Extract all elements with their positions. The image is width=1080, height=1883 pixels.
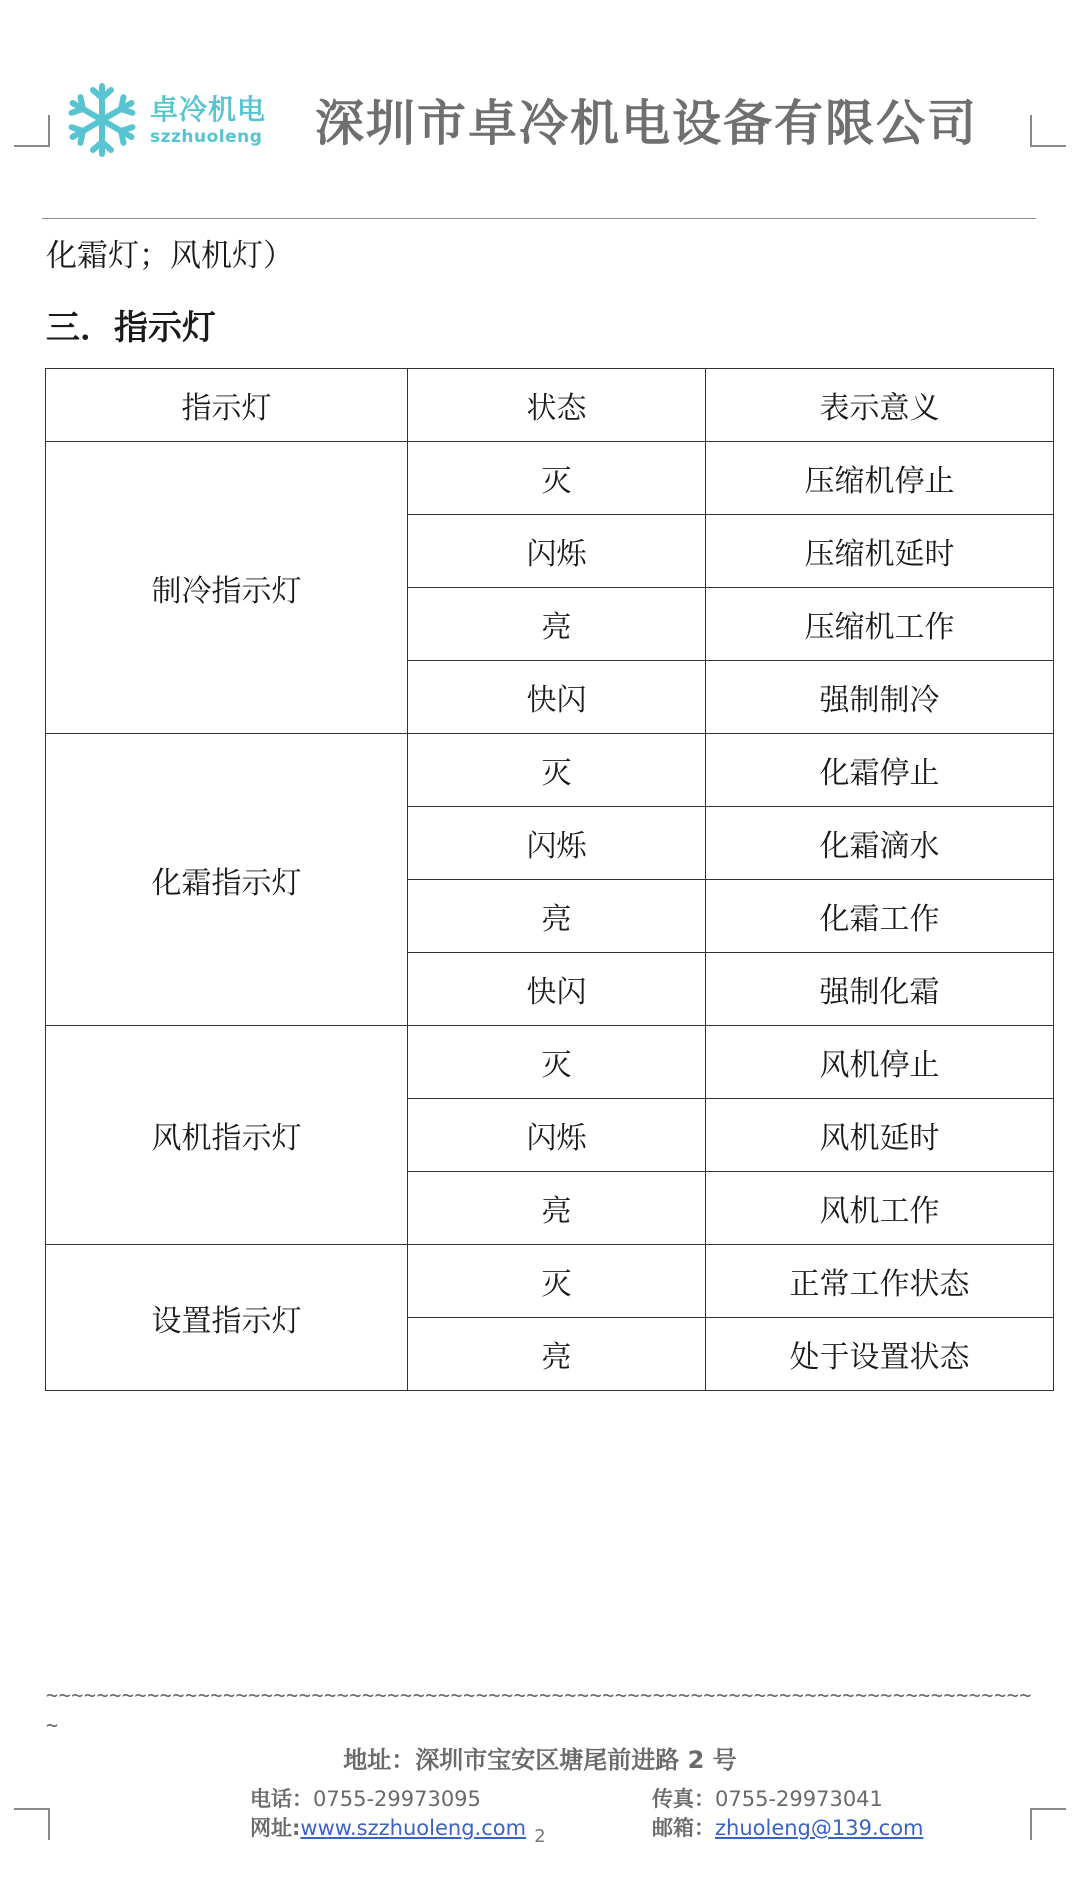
section-title: 三．指示灯	[46, 308, 216, 348]
company-name: 深圳市卓冷机电设备有限公司	[315, 95, 979, 152]
state-cell: 灭	[408, 1026, 706, 1099]
meaning-cell: 强制化霜	[706, 953, 1054, 1026]
meaning-cell: 正常工作状态	[706, 1245, 1054, 1318]
phone-item	[250, 1783, 481, 1813]
crop-mark-top-left	[14, 115, 50, 147]
snowflake-icon	[62, 80, 142, 160]
column-header: 指示灯	[46, 369, 408, 442]
meaning-cell: 风机停止	[706, 1026, 1054, 1099]
fax-value: 0755-29973041	[715, 1787, 883, 1811]
tilde-divider: ~~~~~~~~~~~~~~~~~~~~~~~~~~~~~~~~~~~~~~~~~~~~~~~~~~~~~~~~~~~~~~~~~~~~~~~~~~~~~~~	[46, 1683, 1032, 1737]
page-number: 2	[534, 1826, 546, 1847]
table-row	[46, 1245, 1054, 1318]
meaning-cell: 压缩机延时	[706, 515, 1054, 588]
indicator-name: 制冷指示灯	[46, 442, 408, 734]
email-label: 邮箱：	[652, 1816, 715, 1840]
fax-item	[652, 1783, 883, 1813]
crop-mark-top-right	[1030, 115, 1066, 147]
phone-value: 0755-29973095	[313, 1787, 481, 1811]
meaning-cell: 化霜滴水	[706, 807, 1054, 880]
state-cell: 快闪	[408, 661, 706, 734]
state-cell: 亮	[408, 1172, 706, 1245]
meaning-cell: 风机工作	[706, 1172, 1054, 1245]
indicator-name: 风机指示灯	[46, 1026, 408, 1245]
meaning-cell: 化霜停止	[706, 734, 1054, 807]
footer-address: 地址：深圳市宝安区塘尾前进路 2 号	[343, 1746, 737, 1774]
state-cell: 闪烁	[408, 807, 706, 880]
state-cell: 灭	[408, 734, 706, 807]
website-link[interactable]: www.szzhuoleng.com	[300, 1816, 527, 1840]
web-label: 网址:	[250, 1816, 301, 1840]
table-row	[46, 442, 1054, 515]
indicator-table	[45, 368, 1054, 1391]
indicator-name: 化霜指示灯	[46, 734, 408, 1026]
meaning-cell: 压缩机工作	[706, 588, 1054, 661]
column-header: 表示意义	[706, 369, 1054, 442]
meaning-cell: 压缩机停止	[706, 442, 1054, 515]
state-cell: 闪烁	[408, 515, 706, 588]
meaning-cell: 风机延时	[706, 1099, 1054, 1172]
fax-label: 传真：	[652, 1787, 715, 1811]
meaning-cell: 化霜工作	[706, 880, 1054, 953]
state-cell: 亮	[408, 588, 706, 661]
state-cell: 亮	[408, 880, 706, 953]
indicator-name: 设置指示灯	[46, 1245, 408, 1391]
email-link[interactable]: zhuoleng@139.com	[715, 1816, 924, 1840]
logo-chinese: 卓冷机电	[150, 93, 267, 126]
table-row	[46, 734, 1054, 807]
header-divider	[42, 218, 1036, 219]
letterhead	[62, 80, 1022, 160]
logo-english: szzhuoleng	[150, 127, 263, 147]
table-header-row	[46, 369, 1054, 442]
state-cell: 快闪	[408, 953, 706, 1026]
meaning-cell: 强制制冷	[706, 661, 1054, 734]
state-cell: 灭	[408, 1245, 706, 1318]
meaning-cell: 处于设置状态	[706, 1318, 1054, 1391]
column-header: 状态	[408, 369, 706, 442]
logo-wordmark	[150, 93, 280, 147]
table-row	[46, 1026, 1054, 1099]
continued-text: 化霜灯；风机灯）	[46, 238, 294, 274]
state-cell: 灭	[408, 442, 706, 515]
state-cell: 亮	[408, 1318, 706, 1391]
state-cell: 闪烁	[408, 1099, 706, 1172]
phone-label: 电话：	[250, 1787, 313, 1811]
